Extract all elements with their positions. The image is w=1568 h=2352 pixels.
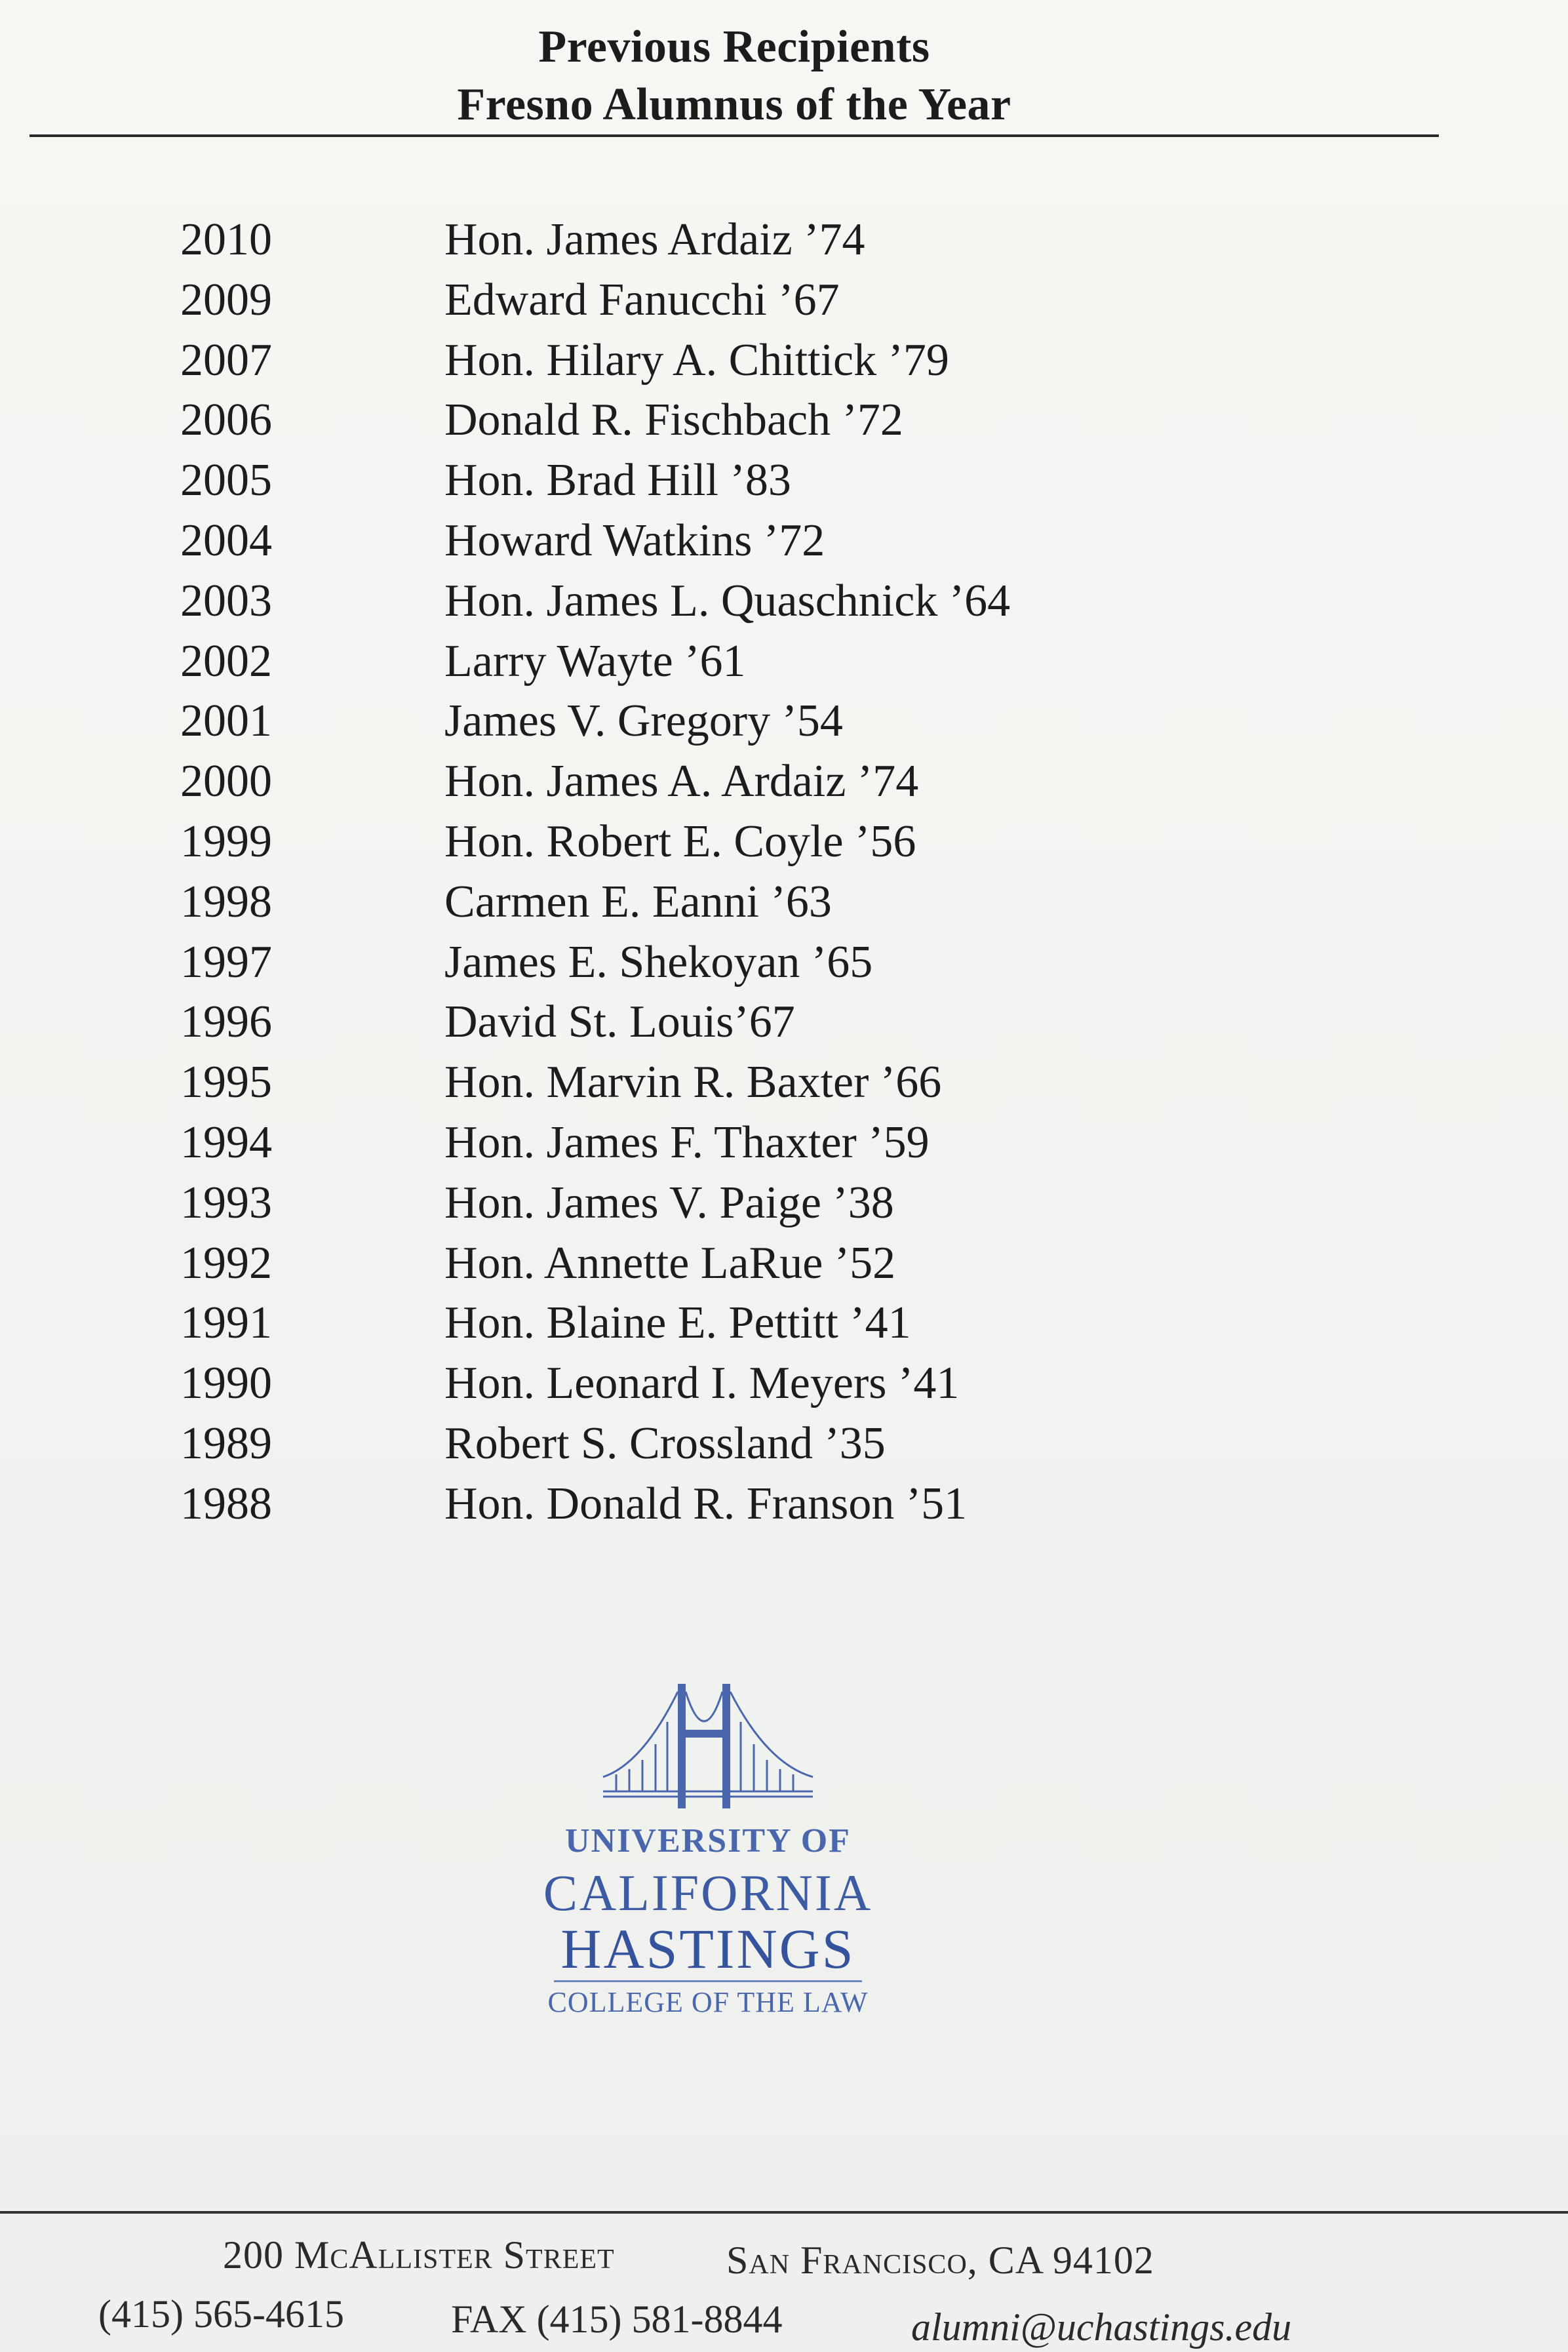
footer-fax: FAX (415) 581-8844 bbox=[451, 2298, 783, 2341]
recipient-name: Hon. Brad Hill ’83 bbox=[444, 455, 791, 506]
recipient-name: Hon. James L. Quaschnick ’64 bbox=[444, 575, 1011, 626]
recipient-row bbox=[0, 210, 1568, 270]
recipient-year: 1998 bbox=[180, 876, 272, 927]
recipient-year: 1991 bbox=[180, 1298, 272, 1349]
recipient-name: Hon. Leonard I. Meyers ’41 bbox=[444, 1358, 960, 1409]
recipient-row bbox=[0, 1173, 1568, 1233]
recipient-name: Hon. James A. Ardaiz ’74 bbox=[444, 756, 919, 807]
recipient-row bbox=[0, 1293, 1568, 1353]
logo-university-of: UNIVERSITY OF bbox=[565, 1822, 851, 1860]
recipient-year: 2007 bbox=[180, 334, 272, 386]
footer-phone: (415) 565-4615 bbox=[98, 2292, 344, 2336]
recipient-row bbox=[0, 1474, 1568, 1534]
header-title: Previous Recipients bbox=[538, 22, 930, 72]
footer bbox=[0, 2226, 1568, 2351]
footer-divider bbox=[0, 2211, 1568, 2214]
recipient-row bbox=[0, 631, 1568, 692]
recipient-year: 2006 bbox=[180, 395, 272, 446]
recipient-name: David St. Louis’67 bbox=[444, 997, 795, 1048]
recipient-year: 2009 bbox=[180, 274, 272, 325]
recipient-row bbox=[0, 812, 1568, 872]
recipients-list bbox=[0, 210, 1568, 1534]
recipient-row bbox=[0, 691, 1568, 751]
header-divider bbox=[29, 134, 1439, 137]
recipient-name: Robert S. Crossland ’35 bbox=[444, 1418, 886, 1469]
recipient-row bbox=[0, 330, 1568, 391]
recipient-year: 1994 bbox=[180, 1117, 272, 1168]
recipient-year: 1988 bbox=[180, 1478, 272, 1529]
recipient-row bbox=[0, 450, 1568, 511]
golden-gate-bridge-h-icon bbox=[597, 1679, 819, 1810]
recipient-row bbox=[0, 1113, 1568, 1173]
recipient-name: James E. Shekoyan ’65 bbox=[444, 936, 873, 987]
university-logo bbox=[524, 1679, 892, 2033]
footer-email: alumni@uchastings.edu bbox=[911, 2305, 1292, 2349]
recipient-year: 1995 bbox=[180, 1057, 272, 1108]
recipient-year: 1989 bbox=[180, 1418, 272, 1469]
recipient-name: Howard Watkins ’72 bbox=[444, 515, 825, 566]
recipient-name: Donald R. Fischbach ’72 bbox=[444, 395, 903, 446]
recipient-row bbox=[0, 932, 1568, 993]
logo-california: CALIFORNIA bbox=[543, 1864, 873, 1921]
recipient-year: 2002 bbox=[180, 635, 272, 687]
recipient-year: 1990 bbox=[180, 1358, 272, 1409]
recipient-year: 1993 bbox=[180, 1177, 272, 1228]
recipient-year: 2001 bbox=[180, 696, 272, 747]
recipient-row bbox=[0, 390, 1568, 450]
recipient-name: Carmen E. Eanni ’63 bbox=[444, 876, 832, 927]
recipient-row bbox=[0, 1353, 1568, 1414]
recipient-name: Hon. James Ardaiz ’74 bbox=[444, 214, 865, 265]
recipient-name: Hon. Annette LaRue ’52 bbox=[444, 1237, 896, 1288]
recipient-name: Hon. James V. Paige ’38 bbox=[444, 1177, 894, 1228]
recipient-year: 2005 bbox=[180, 455, 272, 506]
recipient-row bbox=[0, 1052, 1568, 1113]
page-header bbox=[0, 18, 1468, 134]
recipient-name: Hon. Blaine E. Pettitt ’41 bbox=[444, 1298, 911, 1349]
footer-street: 200 McAllister Street bbox=[223, 2233, 615, 2277]
recipient-year: 1992 bbox=[180, 1237, 272, 1288]
recipient-row bbox=[0, 872, 1568, 932]
recipient-row bbox=[0, 992, 1568, 1052]
recipient-name: Larry Wayte ’61 bbox=[444, 635, 746, 687]
recipient-name: Edward Fanucchi ’67 bbox=[444, 274, 840, 325]
recipient-name: Hon. Marvin R. Baxter ’66 bbox=[444, 1057, 942, 1108]
recipient-name: James V. Gregory ’54 bbox=[444, 696, 843, 747]
recipient-name: Hon. Robert E. Coyle ’56 bbox=[444, 816, 916, 867]
recipient-row bbox=[0, 511, 1568, 571]
recipient-row bbox=[0, 270, 1568, 330]
recipient-year: 1996 bbox=[180, 997, 272, 1048]
recipient-year: 1997 bbox=[180, 936, 272, 987]
recipient-row bbox=[0, 1414, 1568, 1474]
recipient-row bbox=[0, 1233, 1568, 1294]
recipient-row bbox=[0, 751, 1568, 812]
recipient-year: 2010 bbox=[180, 214, 272, 265]
logo-college-of-the-law: COLLEGE OF THE LAW bbox=[547, 1986, 869, 2018]
recipient-year: 1999 bbox=[180, 816, 272, 867]
recipient-year: 2004 bbox=[180, 515, 272, 566]
recipient-year: 2000 bbox=[180, 756, 272, 807]
header-subtitle: Fresno Alumnus of the Year bbox=[457, 79, 1011, 130]
recipient-name: Hon. Hilary A. Chittick ’79 bbox=[444, 334, 949, 386]
recipient-name: Hon. Donald R. Franson ’51 bbox=[444, 1478, 968, 1529]
logo-divider bbox=[554, 1980, 862, 1982]
recipient-year: 2003 bbox=[180, 575, 272, 626]
recipient-row bbox=[0, 571, 1568, 631]
recipient-name: Hon. James F. Thaxter ’59 bbox=[444, 1117, 930, 1168]
footer-city: San Francisco, CA 94102 bbox=[726, 2239, 1154, 2282]
logo-hastings: HASTINGS bbox=[560, 1917, 855, 1980]
